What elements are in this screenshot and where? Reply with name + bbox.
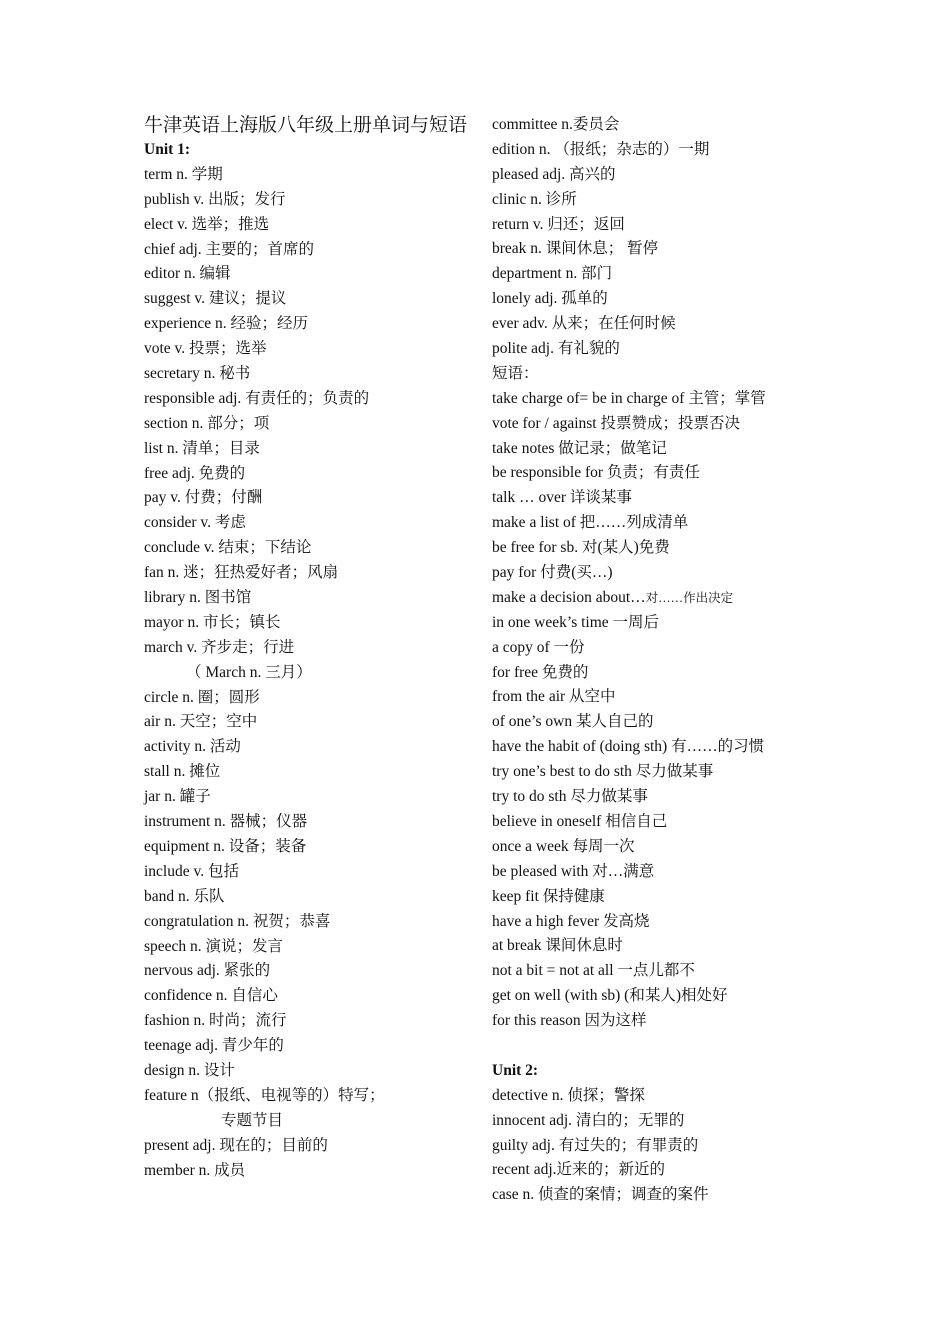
vocab-entry: term n. 学期 [144,165,223,183]
vocab-entry: chief adj. 主要的；首席的 [144,240,315,258]
vocab-entry: return v. 归还；返回 [492,215,625,233]
left-column [144,113,469,1183]
vocab-entry: congratulation n. 祝贺；恭喜 [144,912,331,930]
vocab-entry: elect v. 选举；推选 [144,215,270,233]
vocab-entry: teenage adj. 青少年的 [144,1037,284,1055]
unit-2-heading: Unit 2: [492,1061,539,1079]
document-title: 牛津英语上海版八年级上册单词与短语 [144,115,468,136]
vocab-entry: take notes 做记录；做笔记 [492,439,667,457]
vocab-entry [492,586,822,611]
blank-line [492,1034,822,1059]
vocab-entry: polite adj. 有礼貌的 [492,340,620,358]
vocab-entry: a copy of 一份 [492,638,585,656]
vocab-entry: break n. 课间休息； 暂停 [492,240,659,258]
vocab-entry: ever adv. 从来；在任何时候 [492,315,676,333]
vocab-entry: pay for 付费(买…) [492,564,613,582]
vocab-entry: air n. 天空；空中 [144,713,258,731]
vocab-entry: circle n. 圈；圆形 [144,688,260,706]
vocab-entry: committee n.委员会 [492,116,620,133]
vocab-entry: be responsible for 负责；有责任 [492,464,700,482]
vocab-entry: member n. 成员 [144,1161,246,1179]
unit-1-word-list-continued [492,113,822,586]
phrase-list [492,611,822,1034]
vocab-entry: try to do sth 尽力做某事 [492,788,648,806]
vocab-entry: innocent adj. 清白的；无罪的 [492,1111,685,1129]
vocab-entry: take charge of= be in charge of 主管；掌管 [492,389,766,407]
vocab-entry: free adj. 免费的 [144,464,246,482]
vocab-entry: present adj. 现在的；目前的 [144,1136,328,1154]
vocab-entry: from the air 从空中 [492,688,616,706]
vocab-entry: publish v. 出版；发行 [144,190,286,208]
vocab-entry: of one’s own 某人自己的 [492,713,654,731]
vocab-entry: secretary n. 秘书 [144,365,251,383]
vocab-entry: （ March n. 三月） [186,663,312,681]
vocab-entry: clinic n. 诊所 [492,190,577,208]
vocab-entry: instrument n. 器械；仪器 [144,813,308,831]
vocab-entry: 专题节目 [221,1111,284,1129]
vocab-entry: believe in oneself 相信自己 [492,812,668,830]
vocab-entry: section n. 部分；项 [144,414,270,432]
vocab-entry: edition n. （报纸；杂志的）一期 [492,140,710,158]
vocab-entry: consider v. 考虑 [144,514,246,532]
vocab-entry: lonely adj. 孤单的 [492,290,608,308]
vocab-entry: once a week 每周一次 [492,837,635,855]
vocab-entry: in one week’s time 一周后 [492,613,660,631]
vocab-entry: fashion n. 时尚；流行 [144,1012,287,1030]
vocab-entry: talk … over 详谈某事 [492,489,632,507]
vocab-entry: band n. 乐队 [144,887,225,905]
vocab-entry: speech n. 演说；发言 [144,937,284,955]
vocab-entry: for this reason 因为这样 [492,1012,647,1030]
vocab-entry: not a bit = not at all 一点儿都不 [492,962,695,980]
vocab-entry: confidence n. 自信心 [144,987,278,1005]
vocab-entry: guilty adj. 有过失的；有罪责的 [492,1136,699,1154]
unit-1-heading: Unit 1: [144,141,191,158]
right-column [492,113,822,1208]
vocab-entry: detective n. 侦探；警探 [492,1086,645,1104]
vocab-entry: vote for / against 投票赞成；投票否决 [492,414,740,432]
vocab-entry: get on well (with sb) (和某人)相处好 [492,987,728,1005]
phrase-meaning: 对……作出决定 [645,590,734,605]
unit-2-word-list [492,1084,822,1208]
vocab-entry: department n. 部门 [492,265,613,283]
vocab-entry: list n. 清单；目录 [144,439,260,457]
vocab-entry: try one’s best to do sth 尽力做某事 [492,763,714,781]
vocab-entry: library n. 图书馆 [144,589,252,607]
vocab-entry: have the habit of (doing sth) 有……的习惯 [492,738,765,756]
vocab-entry: make a list of 把……列成清单 [492,514,689,532]
vocab-entry: 短语： [492,364,539,382]
vocab-entry: mayor n. 市长；镇长 [144,613,281,631]
vocab-entry: vote v. 投票；选举 [144,340,267,358]
vocab-entry: activity n. 活动 [144,738,241,756]
vocab-entry: equipment n. 设备；装备 [144,837,307,855]
vocab-entry: pleased adj. 高兴的 [492,165,616,183]
vocab-entry: have a high fever 发高烧 [492,912,650,930]
vocab-entry: editor n. 编辑 [144,265,231,283]
vocab-entry: stall n. 摊位 [144,763,221,781]
vocab-entry: include v. 包括 [144,862,239,880]
vocab-entry: recent adj.近来的；新近的 [492,1161,666,1179]
vocab-entry: suggest v. 建议；提议 [144,290,287,308]
vocab-entry: march v. 齐步走；行进 [144,638,295,656]
vocab-entry: experience n. 经验；经历 [144,315,308,333]
vocab-entry: be pleased with 对…满意 [492,862,655,880]
vocab-entry: conclude v. 结束；下结论 [144,539,312,557]
vocab-entry: at break 课间休息时 [492,937,623,955]
unit-1-word-list [144,163,469,1184]
vocab-entry: design n. 设计 [144,1061,235,1079]
vocab-entry: feature n（报纸、电视等的）特写； [144,1086,385,1104]
vocab-entry: keep fit 保持健康 [492,887,605,905]
vocab-entry: case n. 侦查的案情；调查的案件 [492,1186,709,1204]
vocab-entry: fan n. 迷；狂热爱好者；风扇 [144,564,339,582]
vocab-entry: responsible adj. 有责任的；负责的 [144,389,370,407]
vocab-entry: jar n. 罐子 [144,788,211,806]
phrase-text: make a decision about… [492,588,646,606]
vocab-entry: for free 免费的 [492,663,589,681]
vocab-entry: pay v. 付费；付酬 [144,489,263,507]
vocab-entry: be free for sb. 对(某人)免费 [492,539,670,557]
vocab-entry: nervous adj. 紧张的 [144,962,271,980]
